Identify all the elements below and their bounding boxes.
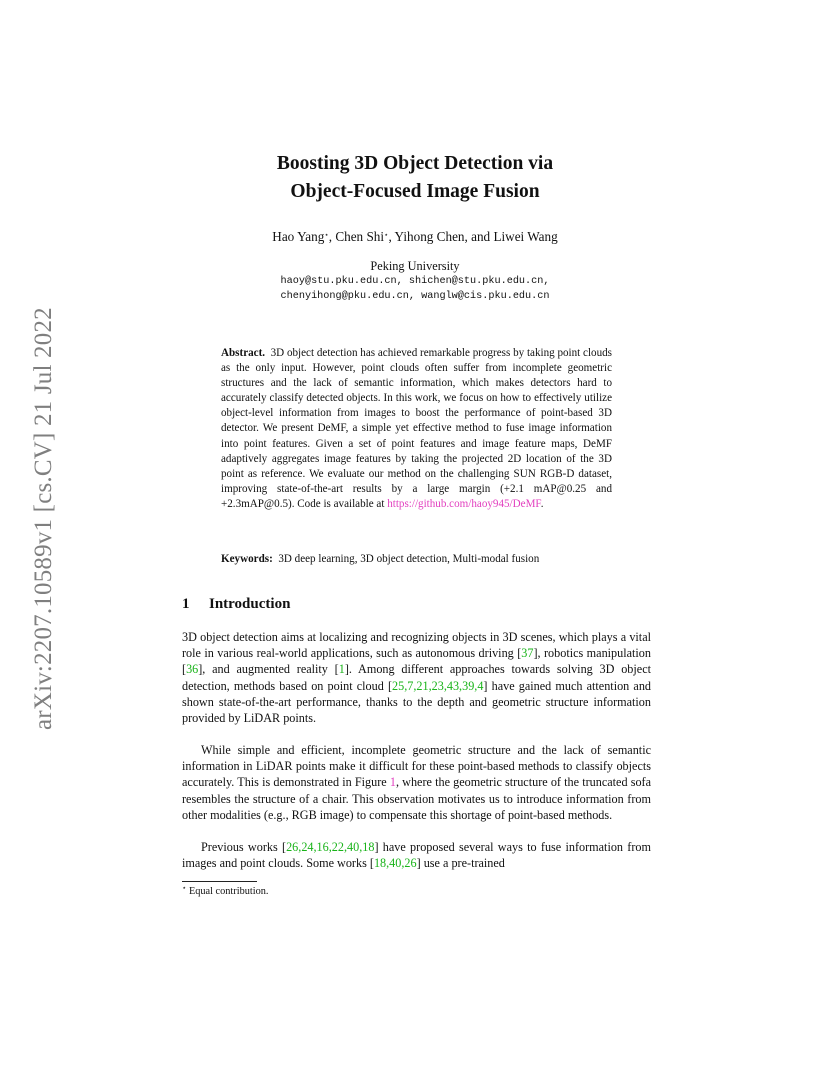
paragraph-text: ] have proposed several ways to fuse information from images and point clouds. Some works [ [182,840,651,871]
author-name: Yihong Chen [394,229,465,244]
abstract [221,346,612,512]
keywords-label: Keywords: [221,553,273,565]
abstract-body: 3D object detection has achieved remarkable progress by taking point clouds as the only input. However, point clouds often suffer from incomplete geometric structures and the lack of semantic information, which makes detectors hard to accurately classify detected objects. In this work, we focus on how to effectively utilize object-level information from images to boost the performance of point-based 3D detector. We present DeMF, a simple yet effective method to fuse image information into point features. Given a set of point features and image feature maps, DeMF adaptively aggregates image features by taking the projected 2D location of the 3D point as reference. We evaluate our method on the challenging SUN RGB-D dataset, improving state-of-the-art results by a large margin (+2.1 mAP@0.25 and +2.3mAP@0.5). Code is available at [221,347,612,510]
author-separator: , [388,229,395,244]
citation-link[interactable]: 1 [338,662,345,677]
author-emails [180,274,650,304]
paragraph-text: ] use a pre-trained [416,856,505,871]
intro-paragraph-3 [182,839,651,871]
intro-paragraph-1 [182,629,651,726]
citation-link[interactable]: 25,7,21,23,43,39,4 [392,678,484,693]
abstract-end: . [540,497,544,510]
paragraph-text: ], and augmented reality [ [198,662,339,677]
arxiv-identifier-text: arXiv:2207.10589v1 [cs.CV] 21 Jul 2022 [30,307,57,730]
citation-link[interactable]: 37 [521,646,534,661]
equal-contribution-mark: ⋆ [384,231,389,239]
code-repository-link[interactable]: https://github.com/haoy945/DeMF [387,497,541,510]
footnote-divider [182,881,257,882]
title-line-1: Boosting 3D Object Detection via [276,153,554,174]
author-name: Chen Shi [335,229,385,244]
section-heading-introduction [182,596,482,613]
author-name: Hao Yang [272,229,325,244]
intro-paragraph-2 [182,742,651,823]
author-separator: , [328,229,336,244]
keywords [221,552,621,567]
citation-link[interactable]: 36 [186,662,199,677]
paragraph-text: ], robotics manipulation [ [182,646,651,677]
title-line-2: Object-Focused Image Fusion [290,181,540,202]
citation-link[interactable]: 18,40,26 [373,856,417,871]
keywords-text: 3D deep learning, 3D object detection, Multi-modal fusion [278,553,540,565]
figure-reference-link[interactable]: 1 [389,775,396,790]
paragraph-text: ] have gained much attention and shown state-of-the-art performance, thanks to the depth and geometric structure information provided by LiDAR points. [182,678,652,726]
equal-contribution-mark: ⋆ [324,231,329,239]
author-list [180,229,650,245]
author-name: Liwei Wang [493,229,558,244]
paper-title [180,150,650,206]
email-line-2: chenyihong@pku.edu.cn, wanglw@cis.pku.edu.cn [280,291,550,302]
section-number: 1 [182,596,190,612]
paragraph-text: ]. Among different approaches towards solving 3D object detection, methods based on point cloud [ [182,662,651,693]
footnote-text: Equal contribution. [188,886,269,897]
abstract-label: Abstract. [221,347,266,359]
affiliation: Peking University [370,259,460,273]
paragraph-text: , where the geometric structure of the truncated sofa resembles the structure of a chair. This observation motivates us to introduce information from other modalities (e.g., RGB image) to compensate this shortage of point-based methods. [182,775,652,822]
paragraph-text: While simple and efficient, incomplete geometric structure and the lack of semantic information in LiDAR points make it difficult for these point-based methods to classify objects accurately. This is demonstrated in Figure [182,743,651,790]
paragraph-text: Previous works [ [201,840,287,854]
author-separator: , and [464,229,494,244]
paragraph-text: 3D object detection aims at localizing and recognizing objects in 3D scenes, which plays a vital role in various real-world applications, such as autonomous driving [ [182,630,651,661]
section-title: Introduction [209,596,291,612]
footnote-mark: ⋆ [182,884,187,892]
email-line-1: haoy@stu.pku.edu.cn, shichen@stu.pku.edu.cn, [280,276,550,287]
arxiv-identifier-stamp [16,296,56,736]
footnote [182,886,582,897]
citation-link[interactable]: 26,24,16,22,40,18 [286,840,375,854]
